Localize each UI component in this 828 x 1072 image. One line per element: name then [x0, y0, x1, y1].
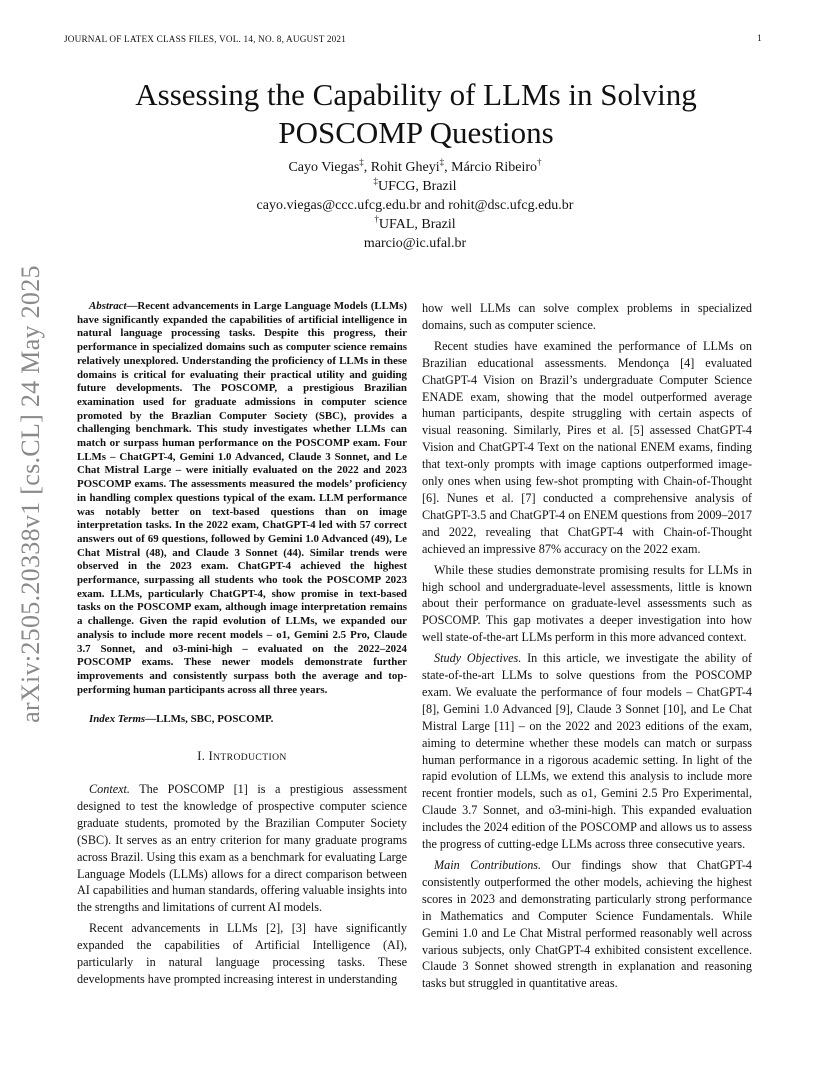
- running-header: JOURNAL OF LATEX CLASS FILES, VOL. 14, NO. 8, AUGUST 2021: [64, 34, 347, 44]
- author-name: Rohit Gheyi: [370, 160, 440, 175]
- paragraph: Recent studies have examined the performance of LLMs on Brazilian educational assessments. Mendonça [4] evaluated ChatGPT-4 Vision on Brazil’s undergraduate Computer Science ENADE exam, showing that the model outperformed average human participants, despite struggling with certain aspects of visual reasoning. Similarly, Pires et al. [5] assessed ChatGPT-4 Vision and ChatGPT-4 Text on the national ENEM exams, finding that text-only prompts with image captions outperformed image-only ones when using few-shot prompting with Chain-of-Thought [6]. Nunes et al. [7] conducted a comprehensive analysis of ChatGPT-3.5 and ChatGPT-4 on ENEM questions from 2009–2017 and 2022, revealing that ChatGPT-4 with Chain-of-Thought achieved an impressive 87% accuracy on the 2022 exam.: [422, 338, 752, 556]
- email-line-1: cayo.viegas@ccc.ufcg.edu.br and rohit@dsc.ufcg.edu.br: [256, 198, 574, 213]
- author-block: [150, 158, 680, 253]
- paragraph: how well LLMs can solve complex problems in specialized domains, such as computer science.: [422, 301, 752, 332]
- paragraph: Context. The POSCOMP [1] is a prestigious assessment designed to test the knowledge of prospective computer science graduate students, promoted by the Brazilian Computer Society (SBC). It serves as an entry criterion for many graduate programs across Brazil. Using this exam as a benchmark for evaluating Large Language Models (LLMs) allows for a direct comparison between AI capabilities and human standards, offering valuable insights into the strengths and limitations of current AI models.: [77, 782, 407, 915]
- paragraph: Recent advancements in LLMs [2], [3] have significantly expanded the capabilities of Artificial Intelligence (AI), particularly in natural language processing tasks. These developments have prompted increasing interest in understanding: [77, 921, 407, 986]
- index-terms: Index Terms—LLMs, SBC, POSCOMP.: [89, 713, 274, 726]
- paper-title: Assessing the Capability of LLMs in Solving POSCOMP Questions: [135, 77, 697, 150]
- abstract: Abstract—Recent advancements in Large Language Models (LLMs) have significantly expanded the capabilities of artificial intelligence in natural language processing tasks. Despite this progress, their performance in specialized domains such as computer science remains relatively unexplored. Understanding the proficiency of LLMs in these domains is critical for evaluating their practical utility and guiding future developments. The POSCOMP, a prestigious Brazilian examination used for graduate admissions in computer science promoted by the Brazlian Computer Society (SBC), provides a challenging benchmark. This study investigates whether LLMs can match or surpass human performance on the POSCOMP exam. Four LLMs – ChatGPT-4, Gemini 1.0 Advanced, Claude 3 Sonnet, and Le Chat Mistral Large – were initially evaluated on the 2022 and 2023 POSCOMP exams. The assessments measured the models’ proficiency in handling complex questions typical of the exam. LLM performance was notably better on text-based questions than on image interpretation tasks. In the 2022 exam, ChatGPT-4 led with 57 correct answers out of 69 questions, followed by Gemini 1.0 Advanced (49), Le Chat Mistral (48), and Claude 3 Sonnet (44). Similar trends were observed in the 2023 exam. ChatGPT-4 achieved the highest performance, surpassing all students who took the POSCOMP 2023 exam. LLMs, particularly ChatGPT-4, show promise in text-based tasks on the POSCOMP exam, although image interpretation remains a challenge. Given the rapid evolution of LLMs, we expanded our analysis to include more recent models – o1, Gemini 2.5 Pro, Claude 3.7 Sonnet, and o3-mini-high – evaluated on the 2022–2024 POSCOMP exams. These newer models demonstrate further improvements and consistently surpass both the average and top-performing human participants across all three years.: [77, 300, 407, 696]
- affiliation-1: ‡UFCG, Brazil: [373, 176, 457, 194]
- paragraph: Study Objectives. In this article, we investigate the ability of state-of-the-art LLMs to solve questions from the POSCOMP exam. We evaluate the performance of four models – ChatGPT-4 [8], Gemini 1.0 Advanced [9], Claude 3 Sonnet [10], and Le Chat Mistral Large [11] – on the 2022 and 2023 editions of the exam, aiming to determine whether these models can match or surpass human performance in a rigorous academic setting. In light of the rapid evolution of LLMs, we extend this analysis to include more recent frontier models, such as o1, Gemini 2.5 Pro Experimental, Claude 3.7 Sonnet, and o3-mini-high. This expanded evaluation includes the 2024 edition of the POSCOMP and allows us to assess the progress of cutting-edge LLMs across three consecutive years.: [422, 651, 752, 852]
- author-name: Cayo Viegas: [288, 160, 360, 175]
- right-column: [422, 300, 752, 996]
- paragraph: Main Contributions. Our findings show that ChatGPT-4 consistently outperformed the other models, achieving the highest scores in 2023 and demonstrating particularly strong performance in Mathematics and Computer Science Fundamentals. While Gemini 1.0 and Le Chat Mistral performed reasonably well across various subjects, only ChatGPT-4 exhibited consistent excellence. Claude 3 Sonnet showed strength in explanation and reasoning tasks but struggled in quantitative areas.: [422, 858, 753, 991]
- affiliation-mark: ‡: [439, 157, 445, 167]
- arxiv-stamp: [10, 265, 52, 723]
- left-column: [77, 300, 407, 992]
- paragraph: While these studies demonstrate promising results for LLMs in high school and undergraduate-level assessments, little is known about their performance on graduate-level assessments such as POSCOMP. This gap motivates a deeper investigation into how well state-of-the-art LLMs perform in this more advanced context.: [422, 562, 752, 645]
- author-name: Márcio Ribeiro: [451, 160, 538, 175]
- section-heading: I. INTRODUCTION: [197, 749, 287, 764]
- arxiv-stamp-text: arXiv:2505.20338v1 [cs.CL] 24 May 2025: [16, 265, 45, 723]
- page-number: 1: [757, 34, 762, 44]
- affiliation-mark: ‡: [359, 157, 364, 167]
- email-line-2: marcio@ic.ufal.br: [363, 236, 467, 251]
- affiliation-mark: †: [537, 157, 542, 167]
- author-names: Cayo Viegas‡, Rohit Gheyi‡, Márcio Ribeiro†: [288, 157, 542, 175]
- affiliation-2: †UFAL, Brazil: [374, 214, 456, 232]
